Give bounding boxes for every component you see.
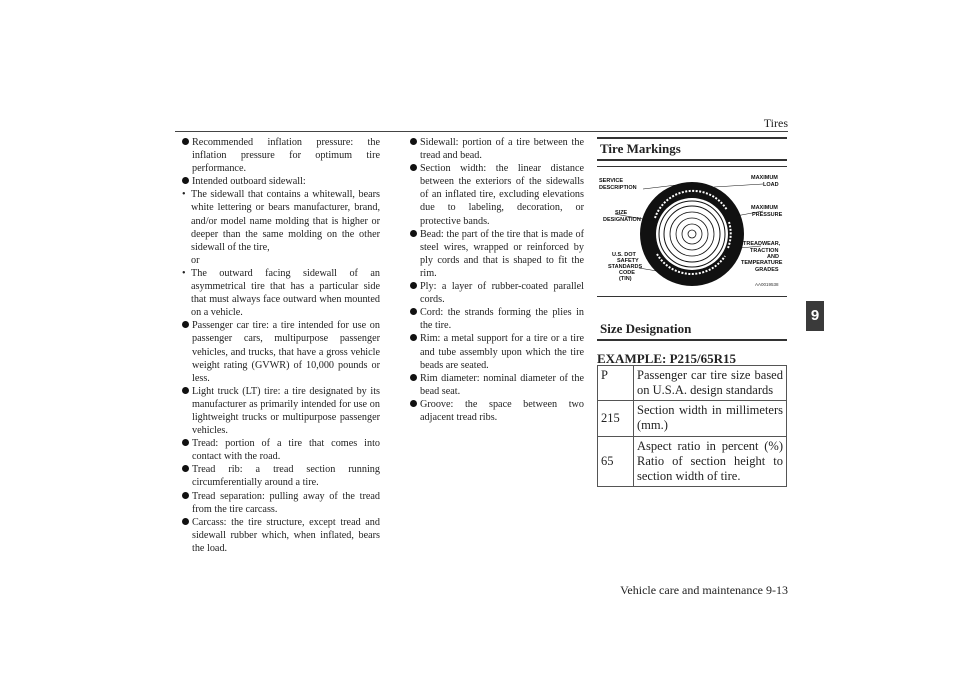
label-size-designation: SIZE xyxy=(615,210,628,216)
tire-markings-diagram xyxy=(597,166,787,296)
bullet-icon xyxy=(410,400,417,407)
definition-item: Tread: portion of a tire that comes into contact with the road. xyxy=(182,437,380,463)
tire-illustration xyxy=(640,182,744,286)
definition-item: Groove: the space between two adjacent tread ribs. xyxy=(410,398,584,424)
size-example: EXAMPLE: P215/65R15 xyxy=(597,351,737,366)
table-row xyxy=(598,401,787,437)
definition-item: Tread rib: a tread section running circumferentially around a tire. xyxy=(182,463,380,489)
definition-subitem: • The sidewall that contains a whitewall, bears white lettering or bears manufacturer, brand, and/or model name molding that is higher or deeper than the same molding on the other sidewall of the tire, xyxy=(182,189,380,253)
label-dot-code: SAFETY xyxy=(617,258,639,264)
bullet-icon xyxy=(410,308,417,315)
section-rule xyxy=(597,339,787,341)
header-divider xyxy=(175,131,788,132)
definition-item: Light truck (LT) tire: a tire designated by its manufacturer as primarily intended for use on lightweight trucks or multipurpose passenger vehicles. xyxy=(182,385,380,437)
bullet-icon xyxy=(182,177,189,184)
definition-item: Cord: the strands forming the plies in the tire. xyxy=(410,306,584,332)
svg-text:PRESSURE xyxy=(752,212,783,218)
section-rule xyxy=(597,159,787,161)
bullet-icon xyxy=(410,334,417,341)
size-code-cell: 65 xyxy=(598,437,634,487)
definition-item: Section width: the linear distance between the exteriors of the sidewalls of an inflated tire, excluding elevations due to labeling, decoration, or protective bands. xyxy=(410,162,584,227)
table-row xyxy=(598,437,787,487)
bullet-icon xyxy=(182,138,189,145)
svg-text:(TIN) xyxy=(619,276,632,282)
svg-text:TEMPERATURE xyxy=(741,260,783,266)
size-desc-cell: Section width in millimeters (mm.) xyxy=(634,401,787,437)
bullet-icon xyxy=(182,518,189,525)
definition-item: Intended outboard sidewall: xyxy=(182,175,380,188)
size-desc-cell: Passenger car tire size based on U.S.A. design standards xyxy=(634,366,787,401)
label-dot-code: STANDARDS xyxy=(608,264,643,270)
label-dot-code: (TIN) xyxy=(619,276,632,282)
section-rule xyxy=(597,137,787,139)
svg-text:MAXIMUM xyxy=(751,205,778,211)
definition-item: Passenger car tire: a tire intended for use on passenger cars, multipurpose passenger vehicles, and trucks, that have a gross vehicle weight rating (GVWR) of 10,000 pounds or less. xyxy=(182,319,380,384)
bullet-icon xyxy=(410,374,417,381)
label-treadwear: TRACTION xyxy=(750,248,779,254)
definitions-column-1 xyxy=(182,136,380,555)
svg-text:AA0019538 xyxy=(755,282,779,287)
definition-item: Bead: the part of the tire that is made of steel wires, wrapped or reinforced by ply cords and that is shaped to fit the rim. xyxy=(410,228,584,280)
svg-text:SERVICE xyxy=(599,178,623,184)
definition-item: Tread separation: pulling away of the tread from the tire carcass. xyxy=(182,490,380,516)
size-code-cell: 215 xyxy=(598,401,634,437)
svg-text:LOAD xyxy=(763,182,779,188)
label-service-description: DESCRIPTION xyxy=(599,185,637,191)
figure-code: AA0019538 xyxy=(755,282,779,287)
bullet-icon xyxy=(182,492,189,499)
bullet-icon xyxy=(410,282,417,289)
size-desc-cell: Aspect ratio in percent (%) Ratio of section height to section width of tire. xyxy=(634,437,787,487)
label-dot-code: U.S. DOT xyxy=(612,252,636,258)
bullet-icon xyxy=(410,138,417,145)
bullet-icon xyxy=(182,321,189,328)
page-footer: Vehicle care and maintenance 9-13 xyxy=(620,583,788,597)
definitions-column-2 xyxy=(410,136,584,424)
svg-text:TREADWEAR, xyxy=(743,241,781,247)
label-maximum-load: MAXIMUM xyxy=(751,175,778,181)
bullet-icon xyxy=(182,387,189,394)
label-maximum-pressure: PRESSURE xyxy=(752,212,783,218)
svg-text:SIZE xyxy=(615,210,628,216)
label-treadwear: GRADES xyxy=(755,267,779,273)
size-designation-table xyxy=(597,365,787,487)
svg-text:DESIGNATION xyxy=(603,217,641,223)
size-code-cell: P xyxy=(598,366,634,401)
label-dot-code: CODE xyxy=(619,270,635,276)
bullet-icon xyxy=(410,230,417,237)
label-maximum-load: LOAD xyxy=(763,182,779,188)
size-designation-title: Size Designation xyxy=(600,321,692,336)
chapter-tab[interactable]: 9 xyxy=(806,301,824,331)
label-maximum-pressure: MAXIMUM xyxy=(751,205,778,211)
label-size-designation: DESIGNATION xyxy=(603,217,641,223)
label-service-description: SERVICE xyxy=(599,178,624,184)
bullet-icon xyxy=(182,439,189,446)
bullet-icon xyxy=(182,465,189,472)
label-treadwear: TEMPERATURE xyxy=(741,260,783,266)
definition-or: or xyxy=(191,254,200,266)
definition-item: Carcass: the tire structure, except tread and sidewall rubber which, when inflated, bears the load. xyxy=(182,516,380,555)
label-treadwear: TREADWEAR, xyxy=(743,241,781,247)
definition-item: Rim: a metal support for a tire or a tire and tube assembly upon which the tire beads are seated. xyxy=(410,332,584,371)
bullet-icon xyxy=(410,164,417,171)
definition-item: Sidewall: portion of a tire between the tread and bead. xyxy=(410,136,584,162)
definition-item: Rim diameter: nominal diameter of the bead seat. xyxy=(410,372,584,398)
page-header-title: Tires xyxy=(763,116,788,130)
definition-item: Ply: a layer of rubber-coated parallel cords. xyxy=(410,280,584,306)
svg-text:MAXIMUM xyxy=(751,175,778,181)
svg-text:DESCRIPTION xyxy=(599,185,637,191)
tire-markings-title: Tire Markings xyxy=(600,141,681,156)
table-row xyxy=(598,366,787,401)
definition-item: Recommended inflation pressure: the inflation pressure for optimum tire performance. xyxy=(182,136,380,175)
definition-subitem: • The outward facing sidewall of an asymmetrical tire that has a particular side that must always face outward when mounted on a vehicle. xyxy=(182,267,380,319)
label-treadwear: AND xyxy=(767,254,779,260)
svg-text:GRADES xyxy=(755,267,779,273)
figure-frame-bottom xyxy=(597,296,787,297)
